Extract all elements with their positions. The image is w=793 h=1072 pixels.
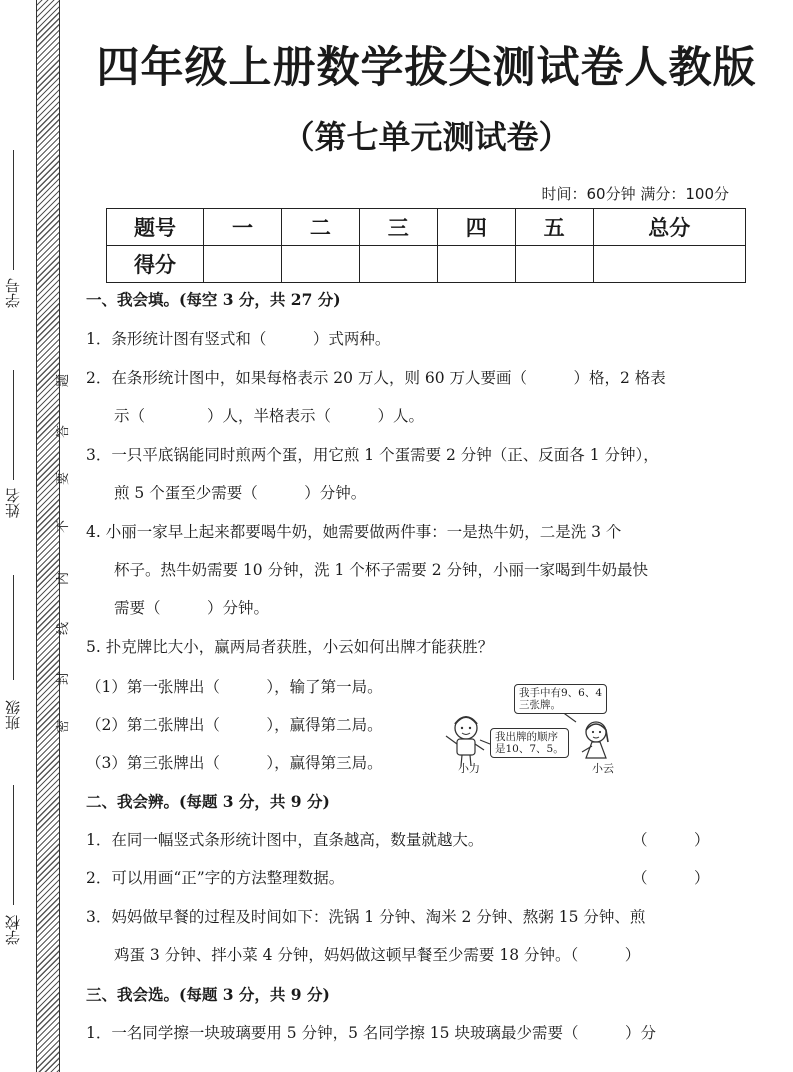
school-line [13, 785, 14, 905]
question: 2．在条形统计图中，如果每格表示 20 万人，则 60 万人要画（ ）格，2 格表 [86, 369, 666, 387]
question: 5. 扑克牌比大小，赢两局者获胜，小云如何出牌才能获胜？ [86, 638, 494, 656]
speech-bubble-top: 我手中有9、6、4 三张牌。 [514, 684, 607, 714]
score-cell: 三 [359, 209, 437, 246]
seal-char: 线 [56, 621, 71, 635]
question: 4. 小丽一家早上起来都要喝牛奶，她需要做两件事：一是热牛奶，二是洗 3 个 [86, 523, 622, 541]
section-heading: 一、我会填。(每空 3 分，共 27 分) [86, 290, 341, 309]
question-cont: 煎 5 个蛋至少需要（ ）分钟。 [114, 484, 367, 502]
sub-question: （2）第二张牌出（ ），赢得第二局。 [86, 716, 383, 734]
student-id-line [13, 150, 14, 270]
score-header-row [107, 209, 746, 246]
seal-char: 封 [56, 671, 71, 685]
question: 3．妈妈做早餐的过程及时间如下：洗锅 1 分钟、淘米 2 分钟、熬粥 15 分钟、煎 [86, 908, 646, 926]
question-cont: 鸡蛋 3 分钟、拌小菜 4 分钟，妈妈做这顿早餐至少需要 18 分钟。（ ） [114, 946, 641, 964]
score-blank-cell [281, 246, 359, 283]
question: 2．可以用画“正”字的方法整理数据。 [86, 869, 345, 887]
label-name: 姓名 [4, 488, 22, 518]
character-name-right: 小云 [592, 762, 614, 775]
score-cell: 一 [204, 209, 282, 246]
score-blank-cell [204, 246, 282, 283]
name-line [13, 370, 14, 480]
page-subtitle: （第七单元测试卷） [282, 118, 571, 156]
score-cell: 五 [515, 209, 593, 246]
score-cell: 四 [437, 209, 515, 246]
seal-char: 密 [56, 719, 71, 733]
score-cell: 二 [281, 209, 359, 246]
section-heading: 三、我会选。(每题 3 分，共 9 分) [86, 985, 330, 1004]
label-student-id: 学号 [4, 278, 22, 308]
binding-margin [0, 0, 71, 1072]
seal-hatch-strip [36, 0, 60, 1072]
question: 1．一名同学擦一块玻璃要用 5 分钟，5 名同学擦 15 块玻璃最少需要（ ）分 [86, 1024, 656, 1042]
score-blank-cell [359, 246, 437, 283]
seal-char: 要 [56, 471, 71, 485]
card-game-illustration [436, 684, 616, 776]
question: 1．在同一幅竖式条形统计图中，直条越高，数量就越大。 [86, 831, 484, 849]
score-blank-cell [515, 246, 593, 283]
question-cont: 示（ ）人，半格表示（ ）人。 [114, 407, 425, 425]
seal-char: 不 [56, 519, 71, 533]
score-cell: 得分 [107, 246, 204, 283]
score-value-row [107, 246, 746, 283]
answer-blank: （ ） [632, 869, 710, 887]
score-blank-cell [593, 246, 745, 283]
class-line [13, 575, 14, 680]
score-cell: 题号 [107, 209, 204, 246]
score-blank-cell [437, 246, 515, 283]
question-cont: 杯子。热牛奶需要 10 分钟，洗 1 个杯子需要 2 分钟，小丽一家喝到牛奶最快 [114, 561, 649, 579]
sub-question: （1）第一张牌出（ ），输了第一局。 [86, 678, 383, 696]
question-cont: 需要（ ）分钟。 [114, 599, 270, 617]
label-class: 班级 [4, 700, 22, 730]
section-heading: 二、我会辨。(每题 3 分，共 9 分) [86, 792, 330, 811]
page-title: 四年级上册数学拔尖测试卷人教版 [96, 43, 757, 93]
sub-question: （3）第三张牌出（ ），赢得第三局。 [86, 754, 383, 772]
answer-blank: （ ） [632, 831, 710, 849]
seal-char: 题 [56, 373, 71, 387]
score-cell: 总分 [593, 209, 745, 246]
speech-bubble-left: 我出牌的顺序 是10、7、5。 [490, 728, 569, 758]
score-table [106, 208, 746, 283]
question: 1．条形统计图有竖式和（ ）式两种。 [86, 330, 391, 348]
seal-char: 内 [56, 571, 71, 585]
time-info: 时间：60分钟 满分：100分 [541, 185, 729, 203]
label-school: 学校 [4, 915, 22, 945]
seal-char: 答 [56, 424, 71, 438]
question: 3．一只平底锅能同时煎两个蛋，用它煎 1 个蛋需要 2 分钟（正、反面各 1 分钟）， [86, 446, 659, 464]
character-name-left: 小力 [458, 762, 480, 775]
